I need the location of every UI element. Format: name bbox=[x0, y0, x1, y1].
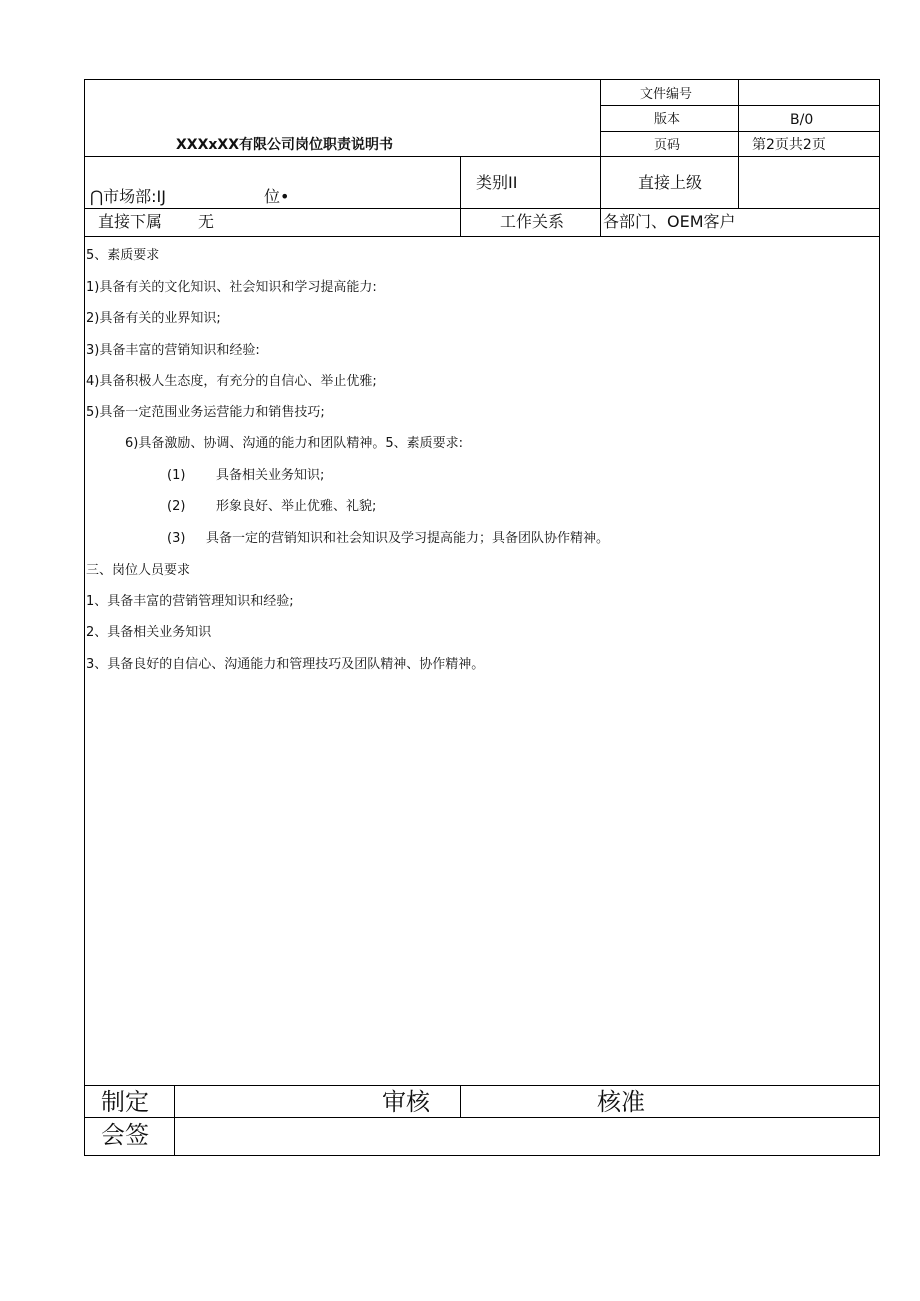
list-number: (1) bbox=[167, 468, 186, 483]
countersign-label: 会签 bbox=[101, 1121, 149, 1149]
body-line: 5)具备一定范围业务运营能力和销售技巧; bbox=[86, 405, 325, 420]
list-number: (3) bbox=[167, 531, 186, 546]
page-value: 第2页共2页 bbox=[752, 137, 826, 153]
body-line: 2、具备相关业务知识 bbox=[86, 625, 212, 640]
body-line: 2)具备有关的业界知识; bbox=[86, 311, 221, 326]
version-label: 版本 bbox=[654, 112, 681, 127]
approved-label: 核准 bbox=[597, 1088, 645, 1116]
subordinate-value: 无 bbox=[198, 212, 215, 231]
body-line: 1、具备丰富的营销管理知识和经验; bbox=[86, 594, 294, 609]
body-line: 6)具备激励、协调、沟通的能力和团队精神。5、素质要求: bbox=[125, 436, 463, 451]
body-line: 5、素质要求 bbox=[86, 248, 160, 263]
body-line: 1)具备有关的文化知识、社会知识和学习提高能力: bbox=[86, 280, 377, 295]
superior-label: 直接上级 bbox=[638, 173, 703, 192]
body-line: 3、具备良好的自信心、沟通能力和管理技巧及团队精神、协作精神。 bbox=[86, 657, 485, 672]
drafted-label: 制定 bbox=[101, 1088, 149, 1116]
subordinate-label: 直接下属 bbox=[98, 212, 163, 231]
body-line: 3)具备丰富的营销知识和经验: bbox=[86, 343, 260, 358]
body-line: 具备一定的营销知识和社会知识及学习提高能力；具备团队协作精神。 bbox=[206, 531, 610, 546]
company-title: XXXxXX有限公司岗位职责说明书 bbox=[176, 137, 393, 153]
relation-value: 各部门、OEM客户 bbox=[603, 212, 736, 231]
position-field: 位• bbox=[264, 187, 290, 206]
version-value: B/0 bbox=[790, 112, 814, 128]
list-number: (2) bbox=[167, 499, 186, 514]
body-line: 三、岗位人员要求 bbox=[86, 563, 191, 578]
category-field: 类别II bbox=[476, 173, 518, 192]
reviewed-label: 审核 bbox=[382, 1088, 430, 1116]
doc-no-label: 文件编号 bbox=[640, 87, 693, 102]
body-line: 具备相关业务知识; bbox=[216, 468, 325, 483]
page-label: 页码 bbox=[654, 138, 681, 153]
department-field: ⋂市场部:IJ bbox=[90, 187, 166, 206]
relation-label: 工作关系 bbox=[500, 212, 565, 231]
body-line: 4)具备积极人生态度，有充分的自信心、举止优雅; bbox=[86, 374, 377, 389]
body-line: 形象良好、举止优雅、礼貌; bbox=[216, 499, 377, 514]
